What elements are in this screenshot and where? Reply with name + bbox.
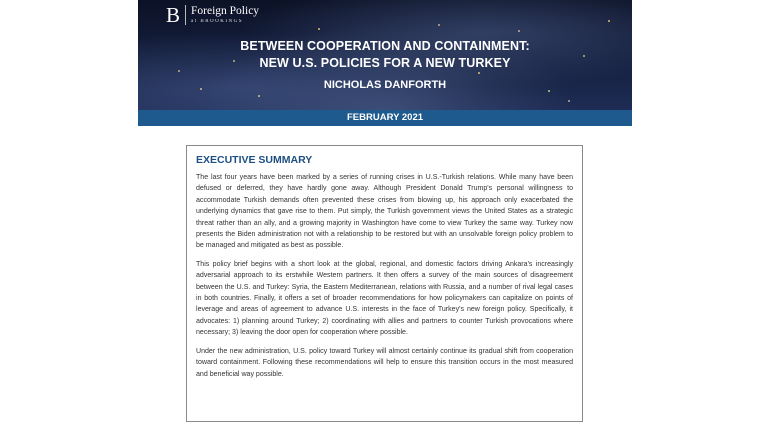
city-light (518, 30, 520, 32)
city-light (258, 95, 260, 97)
logo-name: Foreign Policy (191, 5, 260, 17)
city-light (478, 72, 480, 74)
author-name: NICHOLAS DANFORTH (323, 79, 447, 91)
title-line-2: NEW U.S. POLICIES FOR A NEW TURKEY (259, 56, 511, 70)
cover-banner (138, 0, 632, 110)
date-bar: FEBRUARY 2021 (138, 110, 632, 126)
document-title (138, 38, 632, 72)
brookings-logo (166, 5, 259, 25)
summary-paragraph-1: The last four years have been marked by a series of running crises in U.S.-Turkish relations. While many have been defused or deferred, they have hardly gone away. Although President Donald Trump's personal willingness to accommodate Turkish demands often prevented these crises from blowing up, his approach only exacerbated the underlying dynamics that gave rise to them. Put simply, the Turkish government views the United States as a strategic threat rather than an ally, and a growing majority in Washington have come to view Turkey the same way. Turkey now presents the Biden administration not with a relationship to be restored but with an unsolvable foreign policy problem to be managed and mitigated as best as possible. (196, 174, 573, 250)
logo-sub: at BROOKINGS (191, 19, 244, 24)
title-line-1: BETWEEN COOPERATION AND CONTAINMENT: (240, 39, 530, 53)
summary-paragraph-3: Under the new administration, U.S. policy toward Turkey will almost certainly continue its gradual shift from cooperation toward containment. Following these recommendations will help to ensure this transition occurs in the most measured and beneficial way possible. (196, 347, 573, 378)
summary-paragraph-2: This policy brief begins with a short look at the global, regional, and domestic factors driving Ankara's increasingly adversarial approach to its erstwhile Western partners. It then offers a survey of the main sources of disagreement between the U.S. and Turkey: Syria, the Eastern Mediterranean, relations with Russia, and a number of rival legal cases in both countries. Finally, it offers a set of broader recommendations for how policymakers can capitalize on points of leverage and areas of agreement to advance U.S. interests in the face of Turkey's new foreign policy. Specifically, it advocates: 1) planning around Turkey; 2) coordinating with allies and partners to counter Turkish provocations where necessary; 3) leaving the door open for cooperation where possible. (196, 260, 573, 337)
city-light (568, 100, 570, 102)
logo-mark: B (166, 5, 186, 25)
city-light (608, 20, 610, 22)
city-light (318, 28, 320, 30)
executive-summary-box (186, 145, 583, 422)
city-light (438, 24, 440, 26)
summary-heading: EXECUTIVE SUMMARY (196, 154, 313, 166)
logo-text (191, 5, 259, 25)
